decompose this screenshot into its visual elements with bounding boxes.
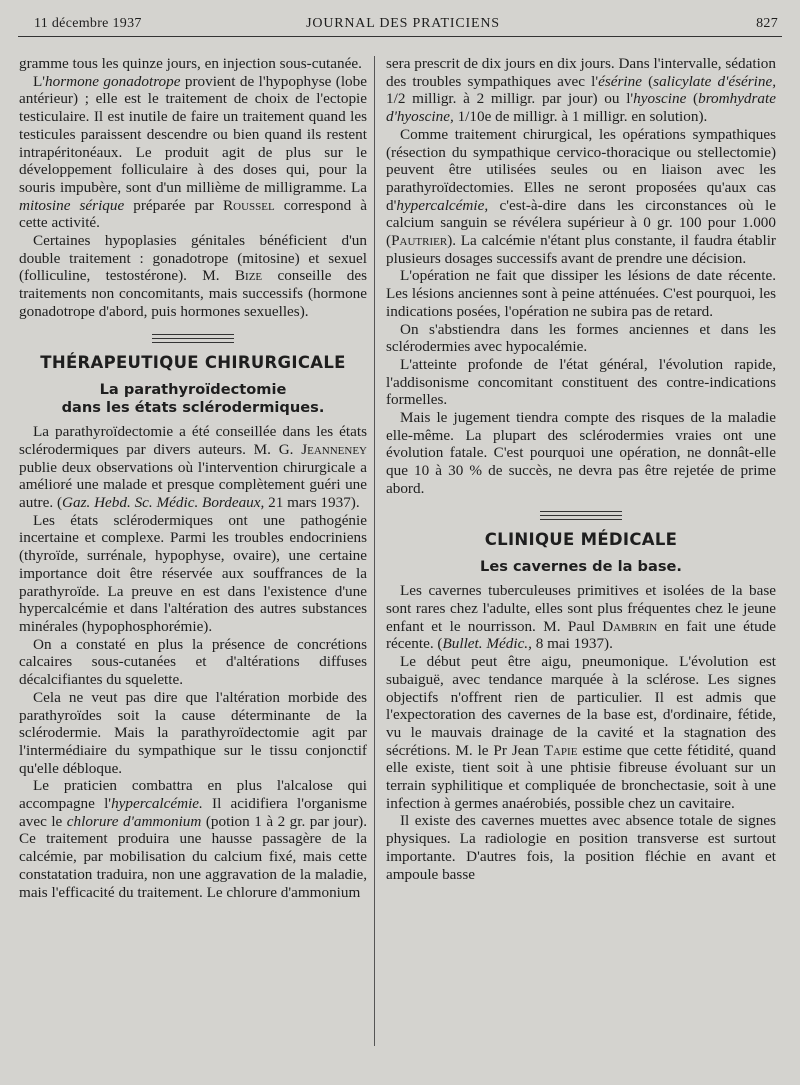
paragraph: Le praticien combattra en plus l'alcalose qui accompagne l'hypercalcémie. Il acidifiera l'organisme avec le chlorure d'ammonium (potion 1 à 2 gr. par jour). Ce traitement produira une hausse passagère de la calcémie, par mobilisation du calcium fixé, mais cette constatation traduira, non une aggravation de la maladie, mais l'efficacité du traitement. Le chlorure d'ammonium	[19, 777, 367, 901]
paragraph: On a constaté en plus la présence de concrétions calcaires sous-cutanées et d'altérations diffuses décalcifiantes du squelette.	[19, 635, 367, 689]
paragraph: Comme traitement chirurgical, les opérations sympathiques (résection du sympathique cervico-thoracique ou stellectomie) peuvent être utilisées seules ou en liaison avec les parathyroïdectomies. Elles ne seront proposées qu'aux cas d'hypercalcémie, c'est-à-dire dans les circonstances où le calcium sanguin se révélera supérieur à 0 gr. 100 pour 1.000 (Pautrier). La calcémie n'étant plus constante, il faudra établir plusieurs dosages successifs avant de prendre une décision.	[386, 125, 776, 267]
paragraph: gramme tous les quinze jours, en injection sous-cutanée.	[19, 55, 362, 72]
author-name: Roussel	[223, 196, 275, 214]
left-column	[19, 55, 367, 901]
author-name: Dambrin	[602, 617, 658, 635]
article-title: Les cavernes de la base.	[480, 558, 682, 576]
header-journal-title: JOURNAL DES PRATICIENS	[306, 16, 500, 31]
section-title: CLINIQUE MÉDICALE	[484, 529, 678, 549]
header-rule	[18, 36, 782, 37]
paragraph: Certaines hypoplasies génitales bénéficient d'un double traitement : gonadotrope (mitosine) et sexuel (folliculine, testostérone). M. Bize conseille des traitements non concomitants, mais successifs (hormone gonadotrope d'abord, puis hormones sexuelles).	[19, 232, 367, 320]
paragraph: L'opération ne fait que dissiper les lésions de date récente. Les lésions anciennes sont à peine atténuées. C'est pourquoi, les indications posées, l'opération ne subira pas de retard.	[386, 267, 776, 320]
paragraph: On s'abstiendra dans les formes anciennes et dans les sclérodermies avec hypocalémie.	[386, 320, 776, 356]
section-title: THÉRAPEUTIQUE CHIRURGICALE	[40, 352, 346, 372]
paragraph: L'hormone gonadotrope provient de l'hypophyse (lobe antérieur) ; elle est le traitement de choix de l'ectopie testiculaire. Il est inutile de faire un traitement quand les testicules paraissent descendre ou bien quand ils restent intrapéritonéaux. Le produit agit de plus sur le développement folliculaire à des doses qui, pour la souris impubère, sont d'un millième de milligramme. La mitosine sérique préparée par Roussel correspond à cette activité.	[19, 72, 367, 232]
paragraph: Le début peut être aigu, pneumonique. L'évolution est subaiguë, avec tendance marquée à la sclérose. Les signes objectifs n'offrent rien de particulier. Il est admis que l'expectoration des cavernes de la base est, d'ordinaire, fétide, vu le mauvais drainage de la cavité et la stagnation des sécrétions. M. le Pr Jean Tapie estime que cette fétidité, quand elle existe, tient soit à une phtisie fibreuse évoluant sur un terrain syphilitique et compliquée de bronchectasie, soit à une infection à germes anaérobiés, possible chez un cavitaire.	[386, 653, 776, 812]
paragraph: Les états sclérodermiques ont une pathogénie incertaine et complexe. Parmi les troubles endocriniens (thyroïde, surrénale, hypophyse, ovaire), une certaine importance doit être réservée aux souffrances de la parathyroïde. La preuve en est dans l'existence d'une hypercalcémie et dans l'altération des autres substances minérales (hypophosphorémie).	[19, 511, 367, 635]
author-name: Jeanneney	[301, 440, 367, 458]
paragraph: L'atteinte profonde de l'état général, l'évolution rapide, l'addisonisme concomitant constituent des contre-indications formelles.	[386, 355, 776, 409]
header-date: 11 décembre 1937	[34, 16, 142, 31]
column-divider	[374, 56, 375, 1046]
paragraph: La parathyroïdectomie a été conseillée dans les états sclérodermiques par divers auteurs. M. G. Jeanneney publie deux observations où l'intervention chirurgicale a amélioré une malade et presque complètement guéri une autre. (Gaz. Hebd. Sc. Médic. Bordeaux, 21 mars 1937).	[19, 423, 367, 512]
header-page-number: 827	[756, 16, 778, 31]
section-separator	[540, 511, 622, 520]
article-title: La parathyroïdectomie dans les états sclérodermiques.	[61, 381, 325, 417]
author-name: Pautrier	[391, 232, 448, 250]
section-separator	[152, 334, 234, 343]
author-name: Tapie	[543, 741, 578, 759]
paragraph: Les cavernes tuberculeuses primitives et isolées de la base sont rares chez l'adulte, elles sont plus fréquentes chez le jeune enfant et le nourrisson. M. Paul Dambrin en fait une étude récente. (Bullet. Médic., 8 mai 1937).	[386, 582, 777, 653]
right-column	[386, 55, 776, 883]
paragraph: Cela ne veut pas dire que l'altération morbide des parathyroïdes soit la cause déterminante de la sclérodermie. Mais la parathyroïdectomie agit par l'intermédiaire du sympathique sur le tissu conjonctif qu'elle débloque.	[19, 688, 367, 777]
paragraph: Mais le jugement tiendra compte des risques de la maladie elle-même. La plupart des sclérodermies vraies ont une évolution fatale. C'est pourquoi une opération, ne donnât-elle que 10 à 30 % de succès, ne devra pas être rejetée de prime abord.	[386, 409, 776, 497]
page-header	[26, 14, 780, 36]
author-name: Bize	[234, 267, 263, 285]
paragraph: sera prescrit de dix jours en dix jours. Dans l'intervalle, sédation des troubles sympathiques avec l'ésérine (salicylate d'ésérine, 1/2 milligr. à 2 milligr. par jour) ou l'hyoscine (bromhydrate d'hyoscine, 1/10e de milligr. à 1 milligr. en solution).	[386, 55, 776, 126]
paragraph: Il existe des cavernes muettes avec absence totale de signes physiques. La radiologie en position transverse est surtout importante. D'autres fois, la position fléchie en avant et ampoule basse	[386, 812, 776, 883]
